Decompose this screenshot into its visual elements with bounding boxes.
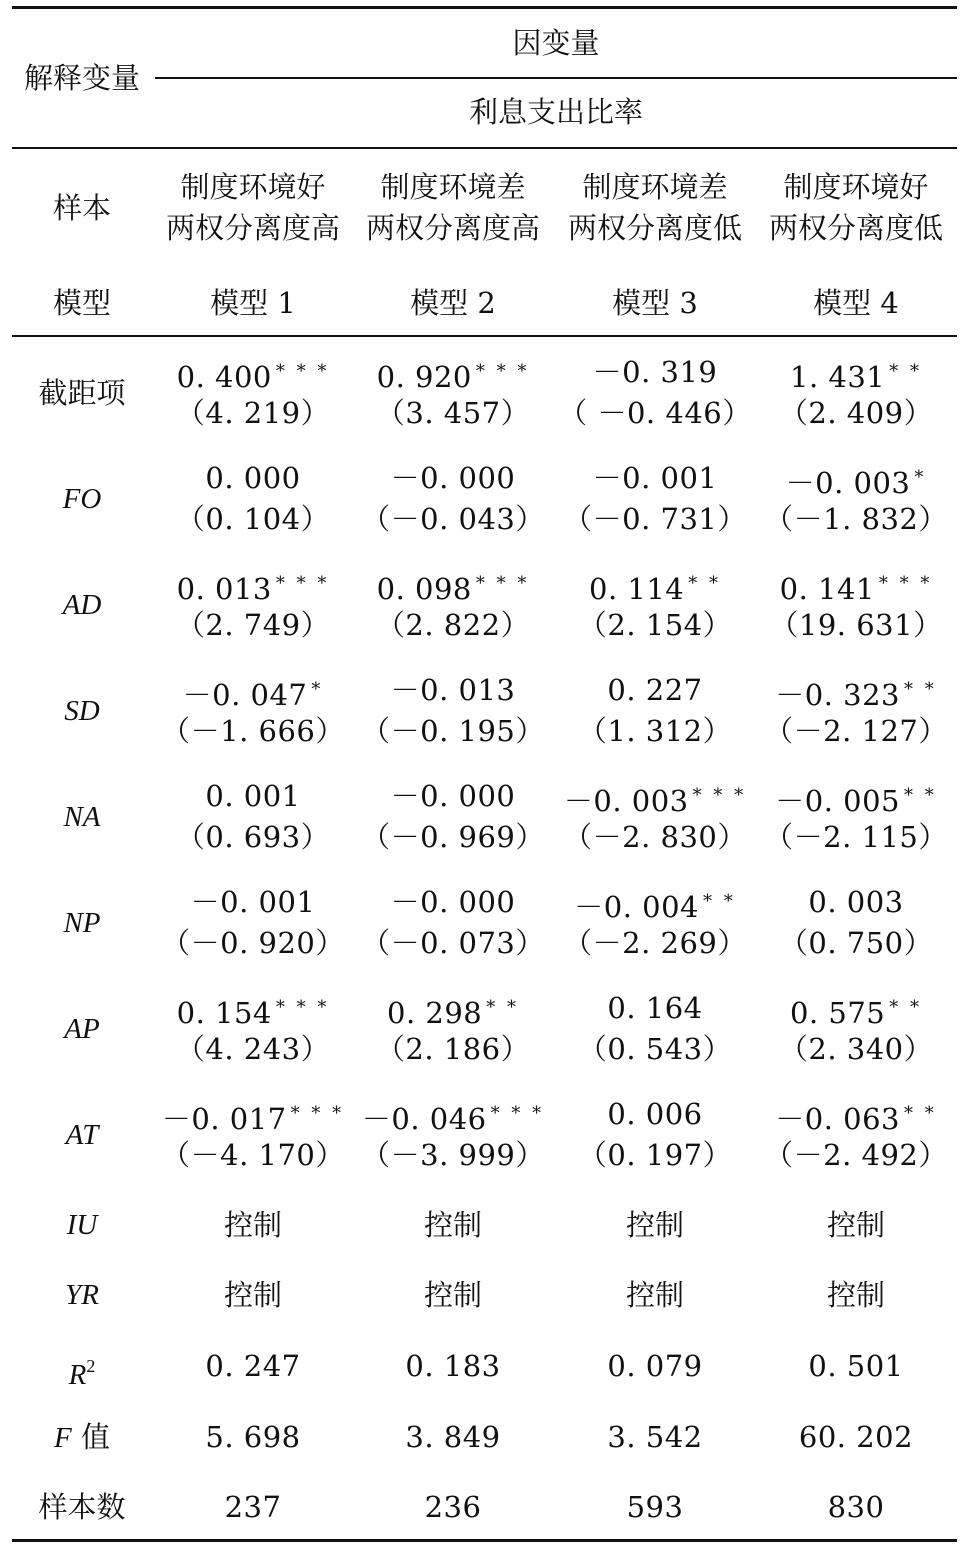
significance-stars: * * [688,573,721,594]
coefficient-value: －0. 000 [390,779,516,813]
f-value-2: 3. 849 [405,1420,501,1454]
significance-stars: * [311,679,324,700]
significance-stars: * * [904,1103,937,1124]
control-yr-4: 控制 [826,1278,885,1312]
sample-2: 制度环境差 两权分离度高 [365,170,540,245]
t-statistic: （－2. 115） [764,820,948,854]
t-statistic: （－2. 830） [563,820,747,854]
coefficient [355,669,551,711]
coefficient-value: 0. 114 [589,572,685,606]
r-squared-1: 0. 247 [205,1349,301,1383]
coefficient-value: 0. 001 [205,779,301,813]
row-label: AD [62,588,102,621]
coefficient-value: 0. 298 [387,996,483,1030]
t-statistic: （ －0. 446） [558,396,752,430]
t-statistic: （2. 154） [577,608,733,642]
significance-stars: * * * [275,361,330,382]
t-statistic: （1. 312） [577,714,733,748]
significance-stars: * * [889,997,922,1018]
coefficient [756,351,956,398]
t-statistic: （4. 243） [175,1032,331,1066]
coefficient [555,1093,755,1135]
coefficient [756,1093,956,1140]
significance-stars: * * [904,679,937,700]
coefficient-value: －0. 003 [785,466,911,500]
coefficient-value: －0. 323 [775,678,900,712]
coefficient-value: －0. 017 [161,1102,287,1136]
coefficient [756,987,956,1034]
coefficient [355,987,551,1034]
control-iu-1: 控制 [223,1208,282,1242]
significance-stars: * * * [275,997,330,1018]
top-rule [12,6,957,9]
coefficient [155,987,351,1034]
significance-stars: * * [486,997,519,1018]
significance-stars: * [914,467,927,488]
coefficient [355,563,551,610]
control-yr-1: 控制 [223,1278,282,1312]
coefficient-value: －0. 046 [361,1102,487,1136]
sample-1: 制度环境好 两权分离度高 [165,170,340,245]
bottom-rule [12,1539,957,1542]
t-statistic: （0. 104） [175,502,331,536]
dependent-variable-header: 因变量 [512,26,600,60]
t-statistic: （0. 750） [778,926,934,960]
coefficient [555,775,755,822]
coefficient-value: －0. 013 [390,673,516,707]
coefficient [155,351,351,398]
t-statistic: （4. 219） [175,396,331,430]
coefficient-value: 0. 000 [205,461,301,495]
model-4: 模型 4 [813,286,899,320]
t-statistic: （－0. 073） [361,926,545,960]
coefficient-value: 0. 154 [176,996,272,1030]
significance-stars: * * * [878,573,933,594]
r-squared-3: 0. 079 [607,1349,703,1383]
explanatory-variable-header: 解释变量 [23,61,140,95]
sample-size-4: 830 [827,1490,885,1524]
coefficient [355,351,551,398]
row-label: AT [65,1118,99,1151]
t-statistic: （－0. 969） [361,820,545,854]
coefficient [756,457,956,504]
t-statistic: （－2. 127） [764,714,948,748]
header-rule [12,147,957,149]
significance-stars: * * [889,361,922,382]
coefficient [355,775,551,817]
control-yr-3: 控制 [625,1278,684,1312]
control-iu-3: 控制 [625,1208,684,1242]
sample-4: 制度环境好 两权分离度低 [768,170,943,245]
f-value-1: 5. 698 [205,1420,301,1454]
coefficient-value: －0. 001 [190,885,316,919]
coefficient [155,1093,351,1140]
coefficient-value: 0. 003 [808,885,904,919]
coefficient-value: 0. 920 [376,360,472,394]
t-statistic: （－1. 832） [764,502,948,536]
control-iu-4: 控制 [826,1208,885,1242]
t-statistic: （0. 693） [175,820,331,854]
coefficient [355,881,551,923]
control-yr-2: 控制 [423,1278,482,1312]
coefficient [756,775,956,822]
model-1: 模型 1 [210,286,296,320]
coefficient [355,457,551,499]
f-value-label: F 值 [54,1420,110,1454]
t-statistic: （－1. 666） [161,714,345,748]
r-squared-2: 0. 183 [405,1349,501,1383]
control-label-iu: IU [66,1209,98,1241]
row-label: FO [62,482,102,515]
coefficient [355,1093,551,1140]
significance-stars: * * [904,785,937,806]
coefficient-value: 0. 013 [176,572,272,606]
t-statistic: （－0. 920） [161,926,345,960]
sample-size-3: 593 [626,1490,684,1524]
r-squared-4: 0. 501 [808,1349,904,1383]
t-statistic: （2. 822） [375,608,531,642]
coefficient-value: －0. 047 [182,678,308,712]
row-label: 截距项 [38,375,126,410]
coefficient-value: －0. 003 [563,784,689,818]
coefficient [155,881,351,923]
sample-size-label: 样本数 [38,1490,126,1524]
t-statistic: （－2. 492） [764,1138,948,1172]
t-statistic: （19. 631） [769,608,943,642]
control-label-yr: YR [65,1279,99,1311]
coefficient-value: 0. 098 [376,572,472,606]
coefficient-value: 0. 227 [607,673,703,707]
coefficient-value: 0. 164 [607,991,703,1025]
coefficient-value: －0. 001 [592,461,718,495]
significance-stars: * * * [475,361,530,382]
model-label: 模型 [52,286,111,320]
t-statistic: （－3. 999） [361,1138,545,1172]
coefficient [555,563,755,610]
coefficient-value: 0. 575 [790,996,886,1030]
coefficient [756,563,956,610]
coefficient-value: －0. 000 [390,461,516,495]
t-statistic: （－4. 170） [161,1138,345,1172]
coefficient [555,457,755,499]
t-statistic: （－0. 731） [563,502,747,536]
coefficient [555,669,755,711]
t-statistic: （0. 543） [577,1032,733,1066]
coefficient-value: －0. 000 [390,885,516,919]
t-statistic: （－0. 195） [361,714,545,748]
significance-stars: * * * [275,573,330,594]
coefficient [155,775,351,817]
coefficient [155,457,351,499]
t-statistic: （－2. 269） [563,926,747,960]
f-value-4: 60. 202 [798,1420,914,1454]
coefficient-value: －0. 004 [574,890,699,924]
significance-stars: * * [703,891,736,912]
sample-size-1: 237 [224,1490,282,1524]
coefficient-value: 0. 400 [176,360,272,394]
coefficient [555,987,755,1029]
row-label: NP [63,906,101,939]
t-statistic: （2. 340） [778,1032,934,1066]
dependent-variable-name: 利息支出比率 [468,95,643,129]
coefficient-value: 1. 431 [790,360,886,394]
row-label: NA [63,800,101,833]
coefficient-value: 0. 141 [779,572,875,606]
body-rule [12,335,957,337]
dependent-variable-rule [155,77,957,79]
coefficient-value: －0. 319 [592,355,718,389]
significance-stars: * * * [290,1103,345,1124]
t-statistic: （0. 197） [577,1138,733,1172]
sample-size-2: 236 [424,1490,482,1524]
coefficient [555,351,755,393]
significance-stars: * * * [490,1103,545,1124]
significance-stars: * * * [692,785,747,806]
row-label: SD [64,694,100,727]
t-statistic: （2. 186） [375,1032,531,1066]
coefficient [155,563,351,610]
sample-label: 样本 [52,191,111,225]
coefficient [155,669,351,716]
model-3: 模型 3 [612,286,698,320]
coefficient [756,881,956,923]
row-label: AP [64,1012,100,1045]
t-statistic: （2. 409） [778,396,934,430]
sample-3: 制度环境差 两权分离度低 [567,170,742,245]
coefficient [756,669,956,716]
model-2: 模型 2 [410,286,496,320]
coefficient [555,881,755,928]
t-statistic: （2. 749） [175,608,331,642]
coefficient-value: 0. 006 [607,1097,703,1131]
coefficient-value: －0. 063 [775,1102,900,1136]
r-squared-label: $R^2$ [68,1356,96,1391]
coefficient-value: －0. 005 [775,784,900,818]
f-value-3: 3. 542 [607,1420,703,1454]
significance-stars: * * * [475,573,530,594]
t-statistic: （－0. 043） [361,502,545,536]
t-statistic: （3. 457） [375,396,531,430]
control-iu-2: 控制 [423,1208,482,1242]
